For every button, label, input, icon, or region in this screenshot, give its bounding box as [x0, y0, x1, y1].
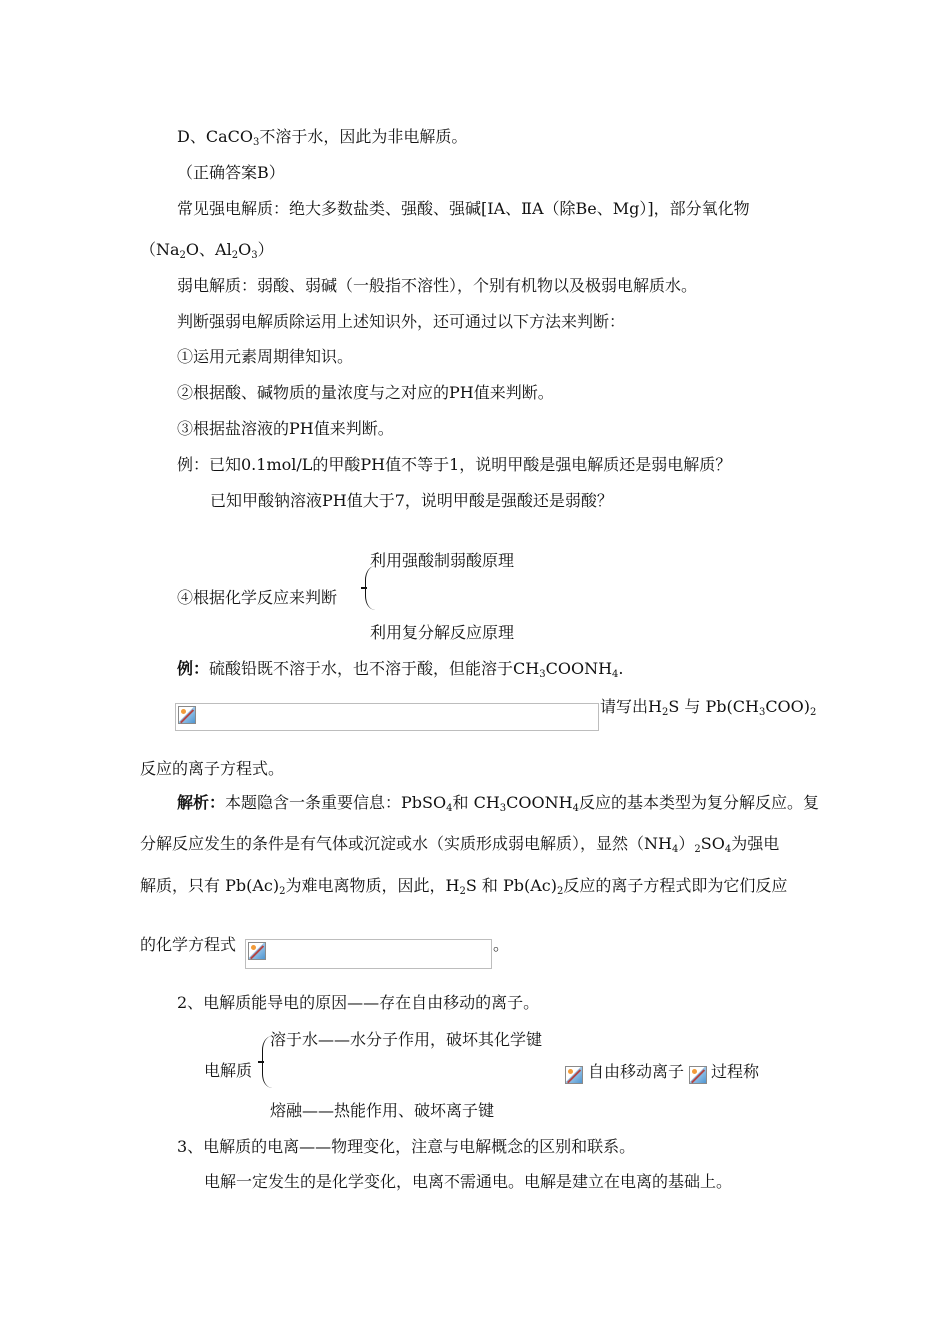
left-brace-tip [258, 1061, 264, 1063]
subscript: 2 [556, 886, 564, 897]
text: 请写出H [600, 697, 662, 716]
method-1: ①运用元素周期律知识。 [177, 347, 354, 366]
subscript: 4 [612, 669, 619, 680]
text: . [618, 659, 624, 678]
text: O、Al [185, 240, 232, 259]
subscript: 2 [459, 886, 466, 897]
subscript: 2 [279, 886, 286, 897]
text: ） [257, 240, 274, 259]
subscript: 4 [724, 844, 732, 855]
text: 不溶于水，因此为非电解质。 [259, 127, 468, 146]
method-3: ③根据盐溶液的PH值来判断。 [177, 419, 394, 438]
correct-answer: （正确答案B） [177, 163, 285, 182]
equation-image-placeholder [175, 703, 599, 731]
method-4: ④根据化学反应来判断 [177, 588, 338, 607]
free-ions-label: 自由移动离子 [588, 1062, 685, 1081]
method-4-option-2: 利用复分解反应原理 [370, 623, 515, 642]
text: COONH [545, 659, 613, 678]
text: （Na [140, 240, 180, 259]
broken-image-icon [248, 942, 266, 960]
broken-image-icon [178, 706, 196, 724]
subscript: 2 [810, 707, 817, 718]
subscript: 2 [694, 844, 701, 855]
melt-line: 熔融——热能作用、破坏离子键 [270, 1101, 495, 1120]
text: 分解反应发生的条件是有气体或沉淀或水（实质形成弱电解质），显然（NH [140, 834, 672, 853]
text: S 和 Pb(Ac) [465, 876, 557, 895]
text: 解质，只有 Pb(Ac) [140, 876, 280, 895]
subscript: 2 [661, 707, 669, 718]
example-2: 已知甲酸钠溶液PH值大于7，说明甲酸是强酸还是弱酸？ [210, 491, 613, 510]
method-2: ②根据酸、碱物质的量浓度与之对应的PH值来判断。 [177, 383, 554, 402]
analysis-line-4-end: 。 [493, 935, 510, 954]
subscript: 4 [671, 844, 679, 855]
text: COONH [506, 793, 573, 812]
text: SO [700, 834, 725, 853]
analysis-line-2 [140, 834, 779, 854]
subscript: 2 [179, 250, 186, 261]
process-label: 过程称 [711, 1062, 760, 1081]
subscript: 3 [539, 669, 546, 680]
analysis-line-3 [140, 876, 787, 896]
point-2: 2、电解质能导电的原因——存在自由移动的离子。 [177, 993, 540, 1012]
strong-electrolyte-line-2 [140, 240, 274, 260]
electrolyte-label: 电解质 [204, 1061, 253, 1080]
text: 本题隐含一条重要信息：PbSO [225, 793, 447, 812]
text: ） [678, 834, 695, 853]
example-1: 例：已知0.1mol/L的甲酸PH值不等于1，说明甲酸是强电解质还是弱电解质？ [177, 455, 732, 474]
subscript: 3 [251, 250, 258, 261]
question [600, 697, 816, 717]
text: 硫酸铅既不溶于水，也不溶于酸，但能溶于CH [209, 659, 540, 678]
analysis-line-1 [177, 793, 819, 813]
option-d [177, 127, 467, 147]
text: O [238, 240, 252, 259]
strong-electrolyte-line-1: 常见强电解质：绝大多数盐类、强酸、强碱[ⅠA、ⅡA（除Be、Mg）]，部分氧化物 [177, 199, 750, 218]
point-3: 3、电解质的电离——物理变化，注意与电解概念的区别和联系。 [177, 1137, 636, 1156]
arrow-image-icon [689, 1066, 707, 1084]
point-3-detail: 电解一定发生的是化学变化，电离不需通电。电解是建立在电离的基础上。 [204, 1172, 733, 1191]
text: 和 CH [452, 793, 500, 812]
weak-electrolyte-line: 弱电解质：弱酸、弱碱（一般指不溶性），个别有机物以及极弱电解质水。 [177, 276, 698, 295]
example-3 [177, 659, 624, 679]
subscript: 4 [446, 803, 453, 814]
subscript: 2 [231, 250, 239, 261]
example-label: 例： [177, 659, 210, 678]
text: 反应的基本类型为复分解反应。复 [578, 793, 819, 812]
analysis-label: 解析： [177, 793, 226, 812]
question-end: 反应的离子方程式。 [140, 759, 285, 778]
text: 为难电离物质，因此，H [285, 876, 460, 895]
judge-intro: 判断强弱电解质除运用上述知识外，还可通过以下方法来判断： [177, 312, 626, 331]
subscript: 3 [499, 803, 507, 814]
analysis-line-4: 的化学方程式 [140, 935, 237, 954]
text: 反应的离子方程式即为它们反应 [563, 876, 788, 895]
arrow-image-icon [565, 1066, 583, 1084]
text: D、CaCO [177, 127, 253, 146]
text: 为强电 [731, 834, 780, 853]
subscript: 3 [758, 707, 766, 718]
text: S 与 Pb(CH [668, 697, 759, 716]
dissolve-line: 溶于水——水分子作用，破坏其化学键 [270, 1030, 543, 1049]
left-brace-tip [361, 587, 367, 589]
subscript: 4 [572, 803, 579, 814]
method-4-option-1: 利用强酸制弱酸原理 [370, 551, 515, 570]
text: COO) [765, 697, 811, 716]
subscript: 3 [252, 137, 260, 148]
equation-image-placeholder [245, 939, 492, 969]
